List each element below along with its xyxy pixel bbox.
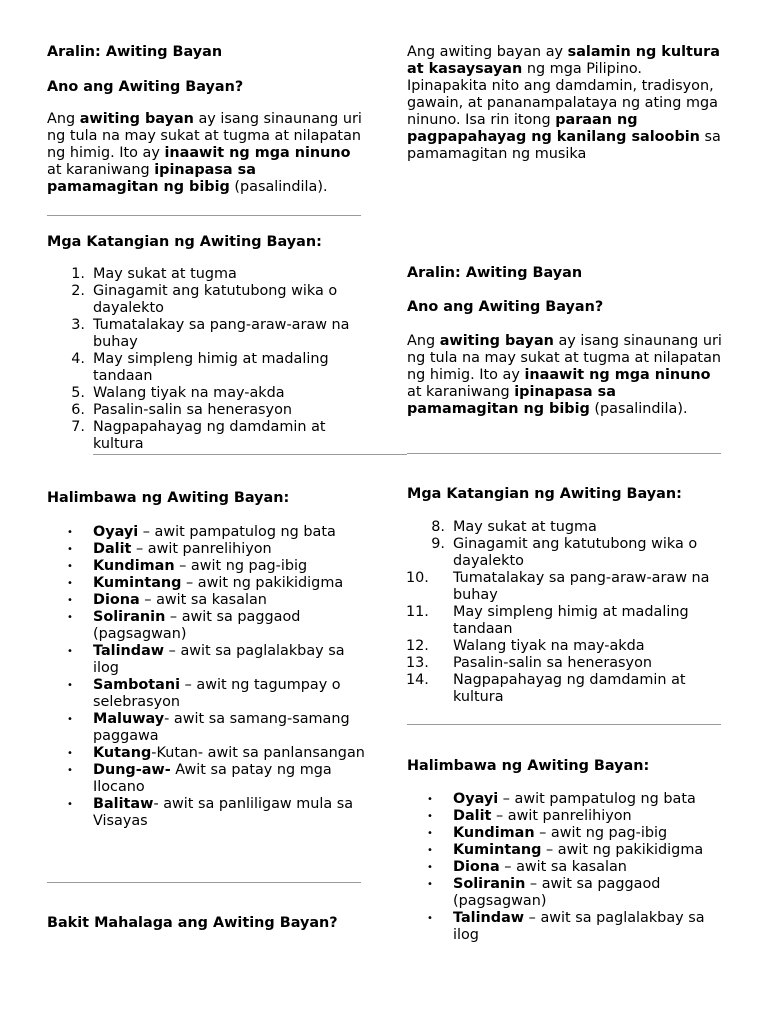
term-description: – awit pampatulog ng bata [498,791,696,807]
bullet-icon: • [427,828,433,839]
list-item-text: Pasalin-salin sa henerasyon [453,655,652,671]
bullet-icon: • [67,714,73,725]
list-item [407,519,725,536]
bullet-icon: • [67,646,73,657]
term: Soliranin [93,609,166,625]
list-item [47,541,365,558]
list-item-text: Tumatalakay sa pang-araw-araw na buhay [453,570,710,603]
term-description: Awit sa patay ng mga Ilocano [93,762,332,795]
definition-paragraph: Ang awiting bayan ay isang sinaunang uri ng tula na may sukat at tugma at nilapatan ng himig. Ito ay inaawit ng mga ninuno at karaniwang ipinapasa sa pamamagitan ng bibig (pasalindila). [47,111,362,195]
section-heading-katangian: Mga Katangian ng Awiting Bayan: [407,486,682,502]
term: Oyayi [93,524,139,540]
term: Kundiman [93,558,175,574]
section-heading-ano: Ano ang Awiting Bayan? [407,299,604,315]
halimbawa-list [47,524,365,830]
list-item [47,317,365,351]
term-description: – awit sa paggaod (pagsagwan) [93,609,301,642]
list-item-text: Walang tiyak na may-akda [453,638,645,654]
list-item-text: Pasalin-salin sa henerasyon [93,402,292,418]
list-item [47,643,365,677]
divider [93,454,407,455]
section-heading-katangian: Mga Katangian ng Awiting Bayan: [47,234,322,250]
intro-paragraph: Ang awiting bayan ay salamin ng kultura at kasaysayan ng mga Pilipino. Ipinapakita nito ang damdamin, tradisyon, gawain, at pananampalataya ng ating mga ninuno. Isa rin itong paraan ng pagpapahayag ng kanilang saloobin sa pamamagitan ng musika [407,44,721,162]
list-item [47,419,365,453]
list-item-text: Walang tiyak na may-akda [93,385,285,401]
bullet-icon: • [67,561,73,572]
term-description: - awit sa samang-samang paggawa [93,711,350,744]
list-item [47,351,365,385]
bullet-icon: • [427,845,433,856]
term: Dung-aw- [93,762,171,778]
term-description: – awit sa kasalan [139,592,267,608]
list-item [407,604,725,638]
bullet-icon: • [427,811,433,822]
term: Dalit [93,541,132,557]
list-item [47,558,365,575]
list-item-text: May sukat at tugma [93,266,237,282]
bullet-icon: • [67,595,73,606]
term-description: – awit panrelihiyon [131,541,272,557]
definition-paragraph: Ang awiting bayan ay isang sinaunang uri ng tula na may sukat at tugma at nilapatan ng himig. Ito ay inaawit ng mga ninuno at karaniwang ipinapasa sa pamamagitan ng bibig (pasalindila). [407,333,722,417]
list-item [407,791,725,808]
list-item [407,536,725,570]
term: Soliranin [453,876,526,892]
list-item [47,762,365,796]
list-item [47,711,365,745]
list-item [407,842,725,859]
bullet-icon: • [67,680,73,691]
section-heading-ano: Ano ang Awiting Bayan? [47,79,244,95]
divider [407,453,721,454]
list-item [407,672,725,706]
term-description: – awit sa kasalan [499,859,627,875]
term: Oyayi [453,791,499,807]
list-item-text: Tumatalakay sa pang-araw-araw na buhay [93,317,350,350]
term-description: – awit pampatulog ng bata [138,524,336,540]
term: Talindaw [453,910,525,926]
list-number: 8. [431,519,445,535]
term-description: – awit panrelihiyon [491,808,632,824]
list-number: 2. [71,283,85,299]
term: Kundiman [453,825,535,841]
list-number: 5. [71,385,85,401]
term-description: -Kutan- awit sa panlansangan [151,745,365,761]
term: Dalit [453,808,492,824]
bullet-icon: • [67,612,73,623]
list-item [47,677,365,711]
term: Balitaw [93,796,154,812]
bullet-icon: • [67,765,73,776]
list-number: 14. [406,672,429,688]
term-description: – awit ng pakikidigma [541,842,704,858]
list-number: 11. [406,604,429,620]
bullet-icon: • [67,544,73,555]
term-description: – awit ng pag-ibig [174,558,308,574]
list-item-text: Ginagamit ang katutubong wika o dayalekto [93,283,338,316]
list-item [407,859,725,876]
halimbawa-list [407,791,725,944]
bullet-icon: • [427,862,433,873]
term-description: - awit sa panliligaw mula sa Visayas [93,796,354,829]
list-item [47,592,365,609]
divider [407,724,721,725]
term-description: – awit sa paglalakbay sa ilog [453,910,705,943]
list-number: 10. [406,570,429,586]
section-heading-bakit: Bakit Mahalaga ang Awiting Bayan? [47,915,338,931]
lesson-title: Aralin: Awiting Bayan [407,265,583,281]
divider [47,882,361,883]
term: Talindaw [93,643,165,659]
list-item [407,655,725,672]
list-number: 4. [71,351,85,367]
katangian-list [407,519,725,706]
term: Diona [453,859,500,875]
term: Kumintang [93,575,182,591]
list-item [407,638,725,655]
term: Sambotani [93,677,181,693]
term: Kutang [93,745,152,761]
section-heading-halimbawa: Halimbawa ng Awiting Bayan: [47,490,290,506]
list-number: 6. [71,402,85,418]
bullet-icon: • [427,794,433,805]
term: Kumintang [453,842,542,858]
divider [47,215,361,216]
bullet-icon: • [67,527,73,538]
list-item [47,266,365,283]
list-item [47,402,365,419]
term-description: – awit ng tagumpay o selebrasyon [93,677,341,710]
list-item [407,808,725,825]
bullet-icon: • [67,799,73,810]
bullet-icon: • [67,748,73,759]
list-item [407,825,725,842]
list-number: 7. [71,419,85,435]
list-item-text: Ginagamit ang katutubong wika o dayalekto [453,536,698,569]
list-item-text: May simpleng himig at madaling tandaan [93,351,329,384]
bullet-icon: • [427,913,433,924]
term-description: – awit sa paggaod (pagsagwan) [453,876,661,909]
list-item [47,745,365,762]
term-description: – awit ng pag-ibig [534,825,668,841]
list-item [47,575,365,592]
list-item-text: May simpleng himig at madaling tandaan [453,604,689,637]
list-item-text: May sukat at tugma [453,519,597,535]
list-item-text: Nagpapahayag ng damdamin at kultura [93,419,326,452]
list-item [47,385,365,402]
list-number: 13. [406,655,429,671]
list-item [407,570,725,604]
term-description: – awit sa paglalakbay sa ilog [93,643,345,676]
katangian-list [47,266,365,453]
list-item [47,796,365,830]
list-number: 1. [71,266,85,282]
list-item [47,524,365,541]
term: Maluway [93,711,165,727]
section-heading-halimbawa: Halimbawa ng Awiting Bayan: [407,758,650,774]
list-number: 9. [431,536,445,552]
bullet-icon: • [67,578,73,589]
list-number: 12. [406,638,429,654]
bullet-icon: • [427,879,433,890]
list-number: 3. [71,317,85,333]
list-item-text: Nagpapahayag ng damdamin at kultura [453,672,686,705]
list-item [407,910,725,944]
list-item [47,283,365,317]
list-item [407,876,725,910]
term-description: – awit ng pakikidigma [181,575,344,591]
list-item [47,609,365,643]
lesson-title: Aralin: Awiting Bayan [47,44,223,60]
term: Diona [93,592,140,608]
